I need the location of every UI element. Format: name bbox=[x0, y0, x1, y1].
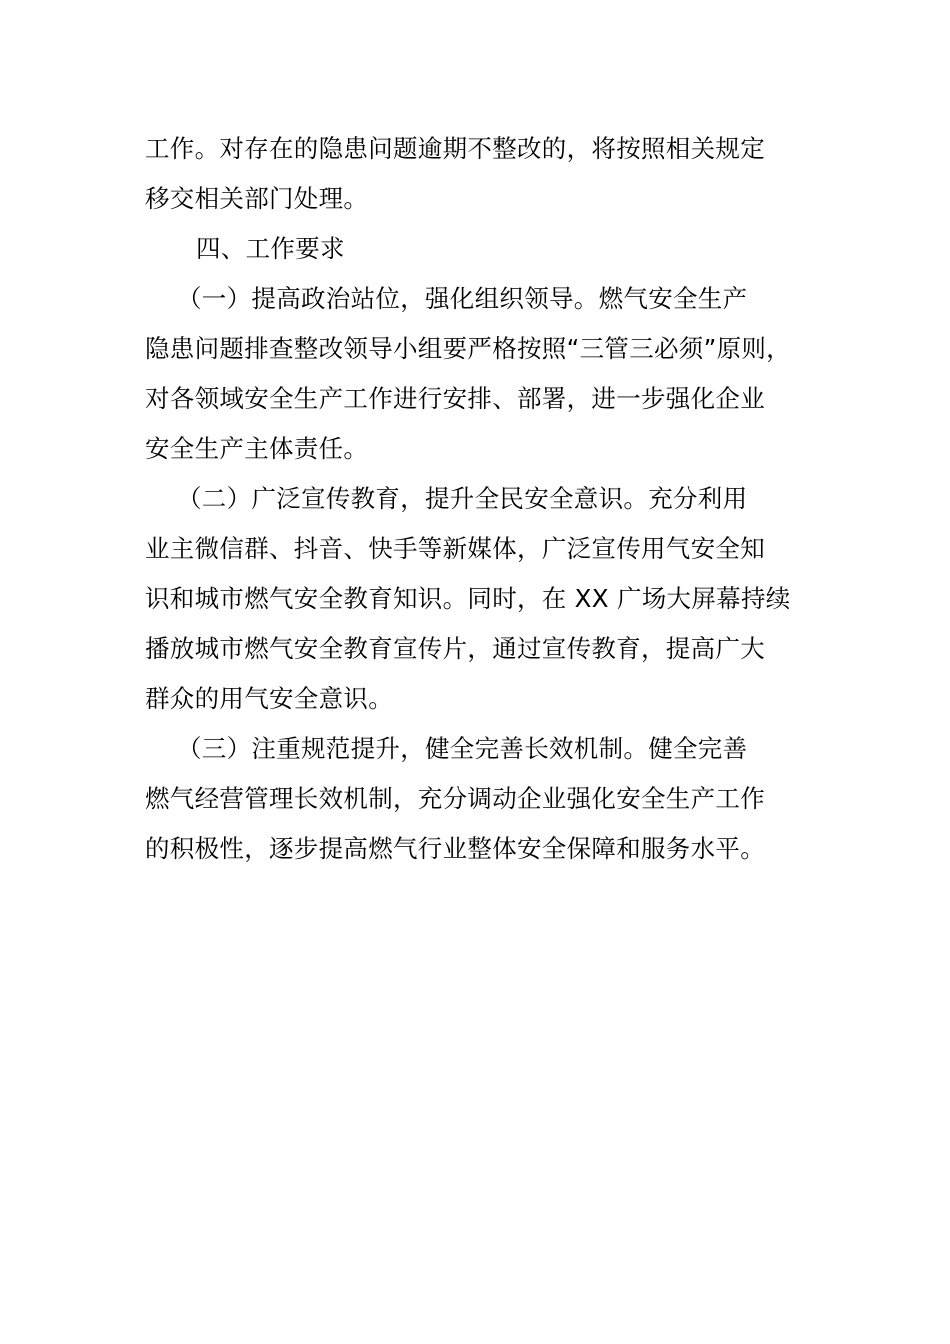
paragraph-heading-3: （三）注重规范提升，健全完善长效机制。健全完善 bbox=[177, 734, 748, 763]
text-line: 播放城市燃气安全教育宣传片，通过宣传教育，提高广大 bbox=[145, 634, 765, 663]
paragraph-heading-1: （一）提高政治站位，强化组织领导。燃气安全生产 bbox=[177, 284, 748, 313]
text-line: 对各领域安全生产工作进行安排、部署，进一步强化企业 bbox=[145, 384, 765, 413]
text-line: 群众的用气安全意识。 bbox=[145, 684, 393, 713]
text-line: 燃气经营管理长效机制，充分调动企业强化安全生产工作 bbox=[145, 784, 765, 813]
text-line: 隐患问题排查整改领导小组要严格按照“三管三必须”原则， bbox=[145, 334, 791, 363]
text-line: 业主微信群、抖音、快手等新媒体，广泛宣传用气安全知 bbox=[145, 534, 765, 563]
text-line: 工作。对存在的隐患问题逾期不整改的，将按照相关规定 bbox=[145, 134, 765, 163]
text-line: 识和城市燃气安全教育知识。同时，在 XX 广场大屏幕持续 bbox=[145, 584, 791, 613]
paragraph-heading-2: （二）广泛宣传教育，提升全民安全意识。充分利用 bbox=[177, 484, 748, 513]
text-line: 移交相关部门处理。 bbox=[145, 184, 369, 213]
text-line: 的积极性，逐步提高燃气行业整体安全保障和服务水平。 bbox=[145, 834, 765, 863]
text-line: 安全生产主体责任。 bbox=[145, 434, 369, 463]
section-heading: 四、工作要求 bbox=[196, 234, 345, 263]
